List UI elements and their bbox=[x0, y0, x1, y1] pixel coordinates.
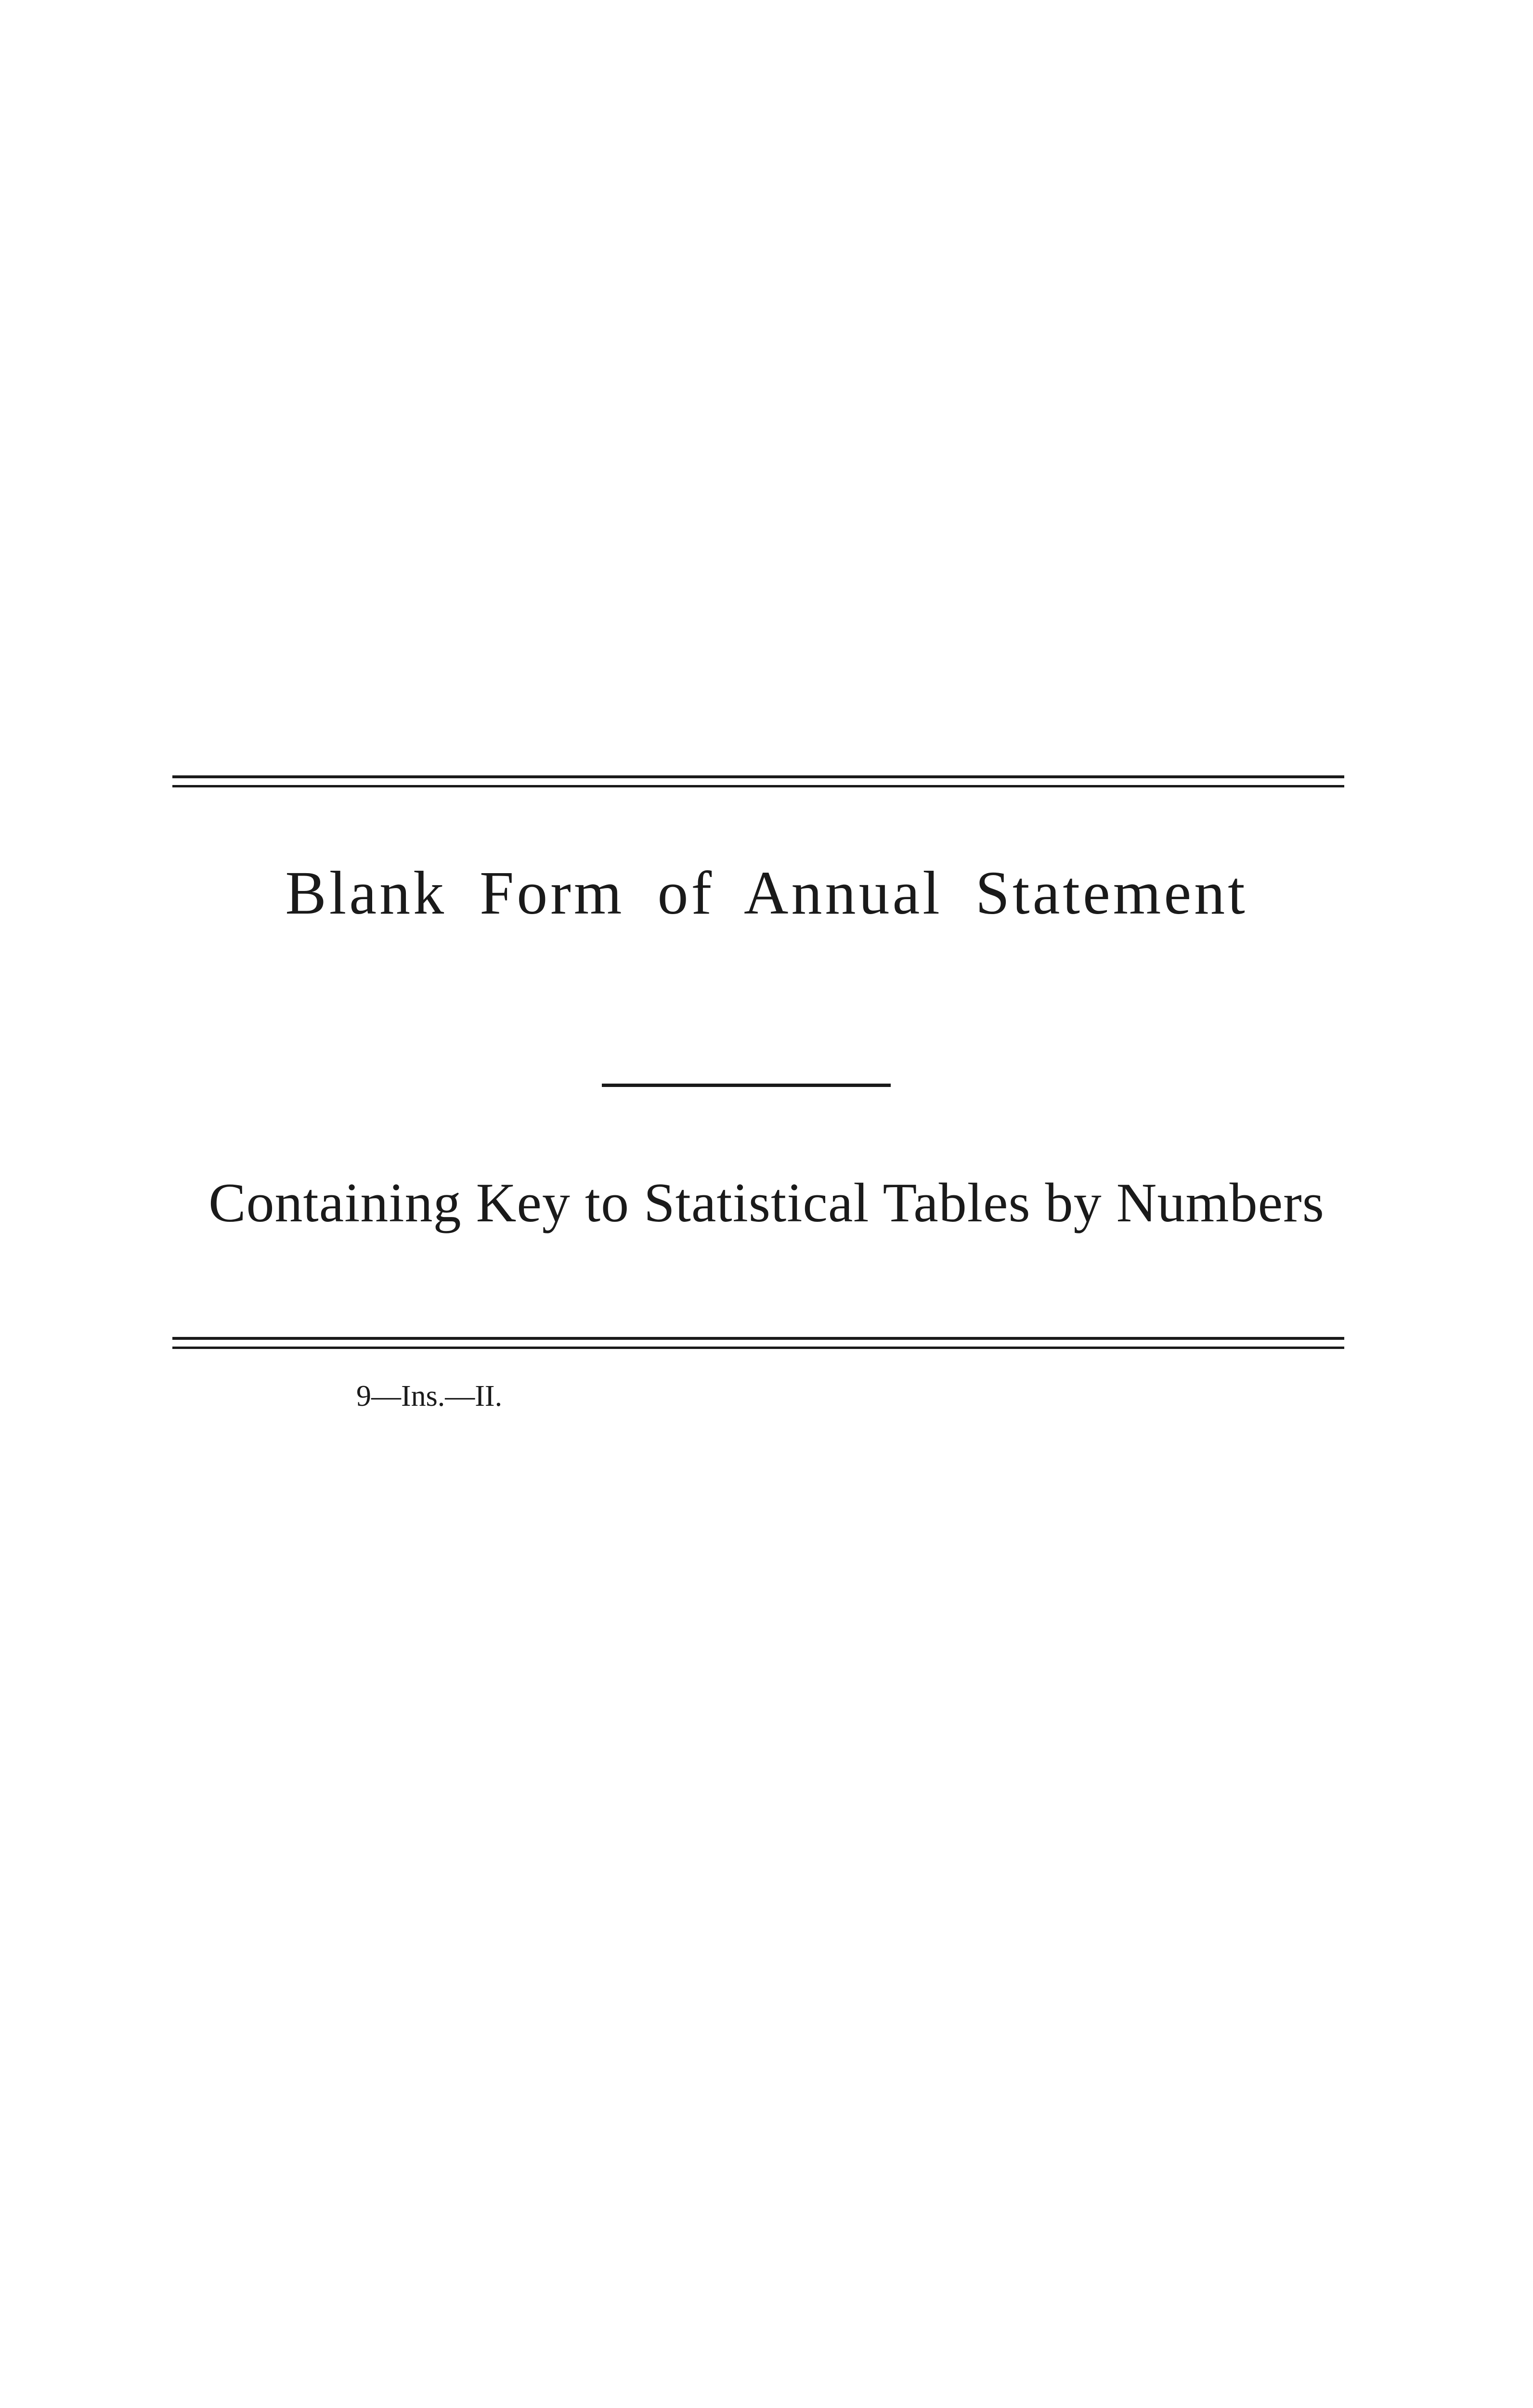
top-rule-line-1 bbox=[172, 775, 1344, 778]
bottom-double-rule bbox=[172, 1337, 1344, 1356]
top-double-rule bbox=[172, 775, 1344, 795]
page-reference: 9—Ins.—II. bbox=[356, 1380, 503, 1413]
bottom-rule-line-1 bbox=[172, 1337, 1344, 1340]
top-rule-line-2 bbox=[172, 785, 1344, 787]
bottom-rule-line-2 bbox=[172, 1347, 1344, 1349]
page-title: Blank Form of Annual Statement bbox=[285, 859, 1248, 927]
center-divider bbox=[602, 1084, 891, 1087]
page-subtitle: Containing Key to Statistical Tables by Numbers bbox=[208, 1172, 1325, 1234]
